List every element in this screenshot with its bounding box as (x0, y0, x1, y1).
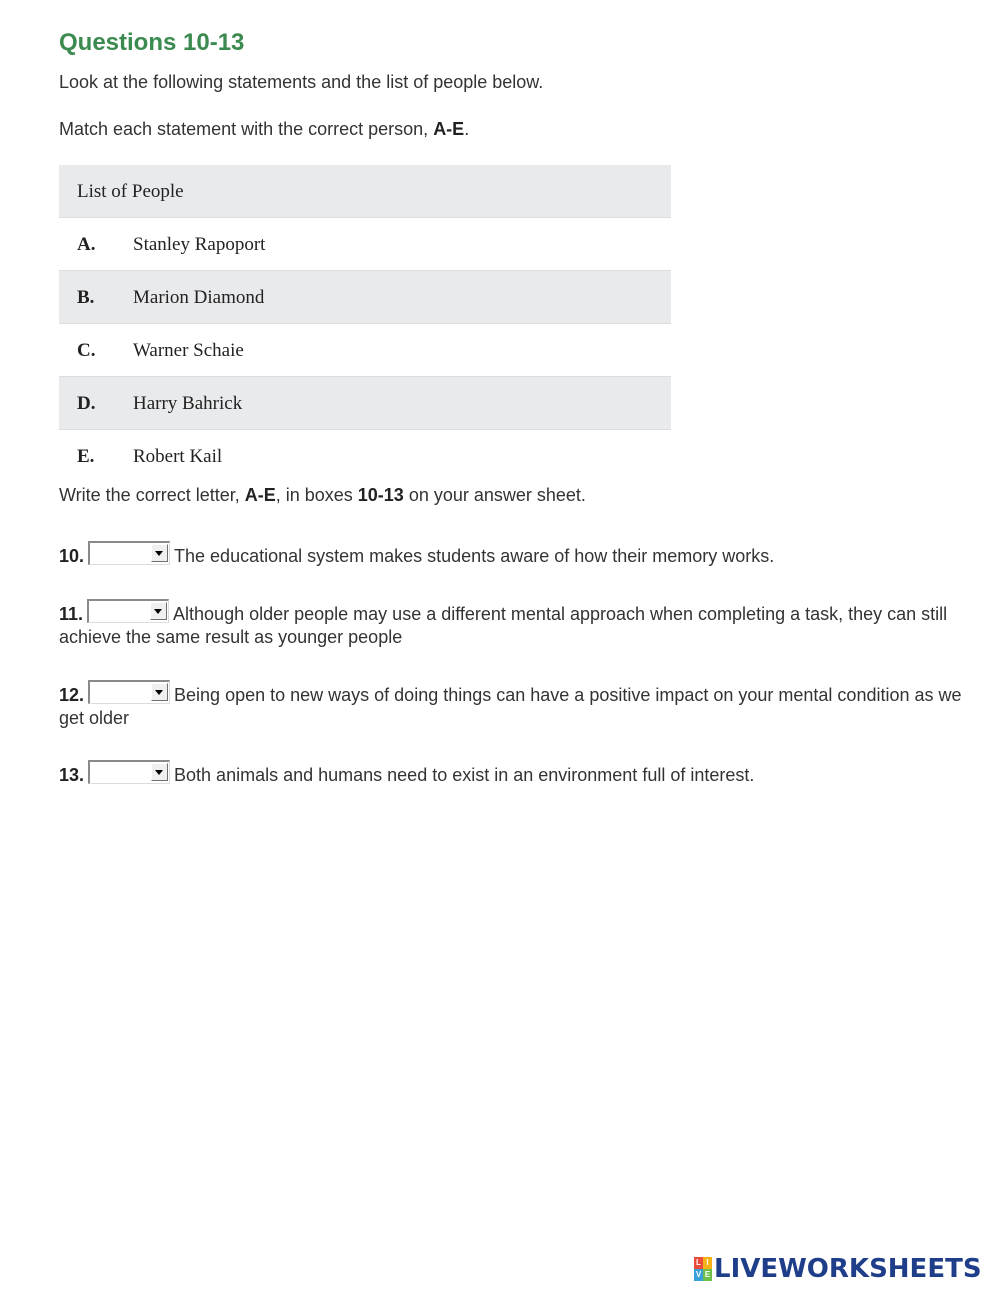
person-letter: E. (77, 446, 95, 467)
person-name: Harry Bahrick (133, 393, 243, 414)
people-list-row (59, 430, 671, 483)
person-name: Robert Kail (133, 446, 223, 467)
logo-mark-icon (694, 1257, 712, 1281)
person-name: Warner Schaie (133, 340, 244, 361)
logo-wordmark: LIVEWORKSHEETS (714, 1254, 982, 1284)
question-text: Both animals and humans need to exist in an environment full of interest. (174, 765, 755, 785)
answer-instruction: Write the correct letter, A-E, in boxes 10-13 on your answer sheet. (59, 485, 586, 505)
question-13 (59, 760, 969, 787)
question-number: 11. (59, 604, 84, 624)
logo-mark-cell: V (695, 1270, 702, 1279)
logo-mark-cell: L (694, 1257, 703, 1269)
chevron-down-icon[interactable] (151, 544, 168, 562)
answer-dropdown-10[interactable] (88, 541, 170, 565)
question-11 (59, 599, 969, 649)
chevron-down-icon[interactable] (151, 763, 168, 781)
intro-text: Look at the following statements and the list of people below. (59, 72, 544, 92)
question-12 (59, 680, 969, 730)
liveworksheets-logo (694, 1253, 982, 1285)
person-name: Stanley Rapoport (133, 234, 266, 255)
question-text: Although older people may use a different mental approach when completing a task, they can still achieve the same result as younger people (59, 604, 948, 647)
person-name: Marion Diamond (133, 287, 265, 308)
logo-mark-cell: E (704, 1270, 711, 1279)
question-number: 12. (59, 685, 85, 705)
question-10 (59, 541, 969, 568)
answer-dropdown-12[interactable] (88, 680, 170, 704)
question-text: Being open to new ways of doing things can have a positive impact on your mental condition as we get older (59, 685, 962, 728)
question-number: 13. (59, 765, 85, 785)
answer-dropdown-13[interactable] (88, 760, 170, 784)
person-letter: B. (77, 287, 95, 308)
people-list-row (59, 377, 671, 430)
question-text: The educational system makes students aware of how their memory works. (174, 546, 775, 566)
logo-mark-cell: I (703, 1257, 712, 1269)
question-number: 10. (59, 546, 85, 566)
person-letter: A. (77, 234, 96, 255)
people-list-row (59, 218, 671, 271)
chevron-down-icon[interactable] (151, 683, 168, 701)
person-letter: C. (77, 340, 96, 361)
people-list-row (59, 324, 671, 377)
people-list-table (59, 165, 671, 483)
people-list-row (59, 271, 671, 324)
answer-dropdown-11[interactable] (87, 599, 169, 623)
chevron-down-icon[interactable] (150, 602, 167, 620)
people-list-header: List of People (59, 165, 671, 218)
page-title: Questions 10-13 (59, 29, 245, 56)
match-instruction: Match each statement with the correct person, A-E. (59, 119, 470, 139)
person-letter: D. (77, 393, 96, 414)
